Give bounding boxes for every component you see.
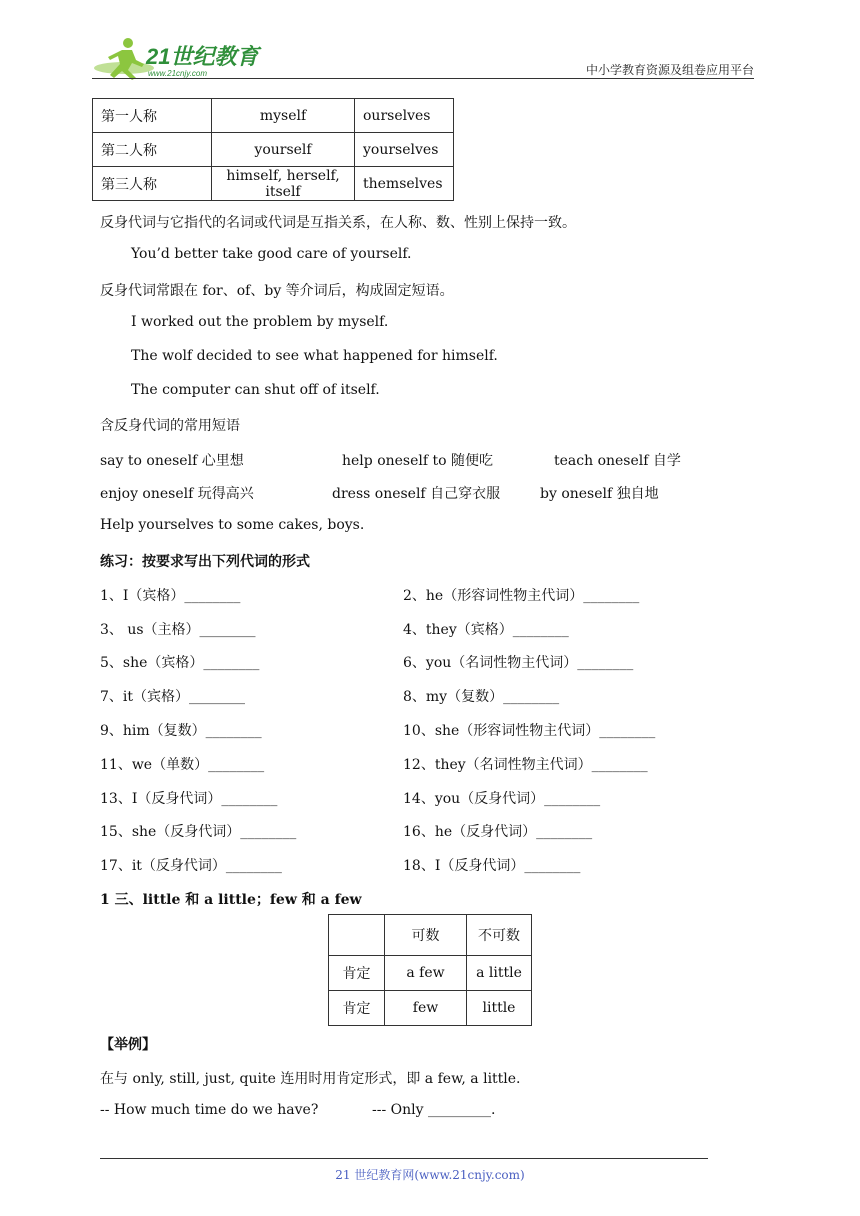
table-cell: himself, herself, itself — [212, 167, 355, 201]
rule-agreement: 反身代词与它指代的名词或代词是互指关系，在人称、数、性别上保持一致。 — [100, 215, 576, 231]
dialog-answer: --- Only _________. — [372, 1102, 496, 1118]
table-row — [93, 167, 454, 201]
usage-rule: 在与 only, still, just, quite 连用时用肯定形式，即 a few, a little. — [100, 1071, 521, 1087]
exercise-item: 16、he（反身代词）________ — [403, 824, 593, 840]
svg-text:21世纪教育: 21世纪教育 — [146, 44, 259, 69]
phrase-item: say to oneself 心里想 — [100, 453, 244, 469]
reflexive-pronoun-table — [92, 98, 454, 201]
exercise-item: 5、she（宾格）________ — [100, 655, 260, 671]
exercise-item: 11、we（单数）________ — [100, 757, 265, 773]
few-little-table — [328, 914, 532, 1026]
phrase-item: dress oneself 自己穿衣服 — [332, 486, 501, 502]
table-cell: 第三人称 — [93, 167, 212, 201]
phrase-item: help oneself to 随便吃 — [342, 453, 494, 469]
table-cell: little — [467, 991, 532, 1026]
exercise-item: 7、it（宾格）________ — [100, 689, 246, 705]
phrases-title: 含反身代词的常用短语 — [100, 418, 240, 434]
exercise-item: 10、she（形容词性物主代词）________ — [403, 723, 656, 739]
exercise-item: 3、 us（主格）________ — [100, 622, 256, 638]
table-cell: yourself — [212, 133, 355, 167]
exercise-item: 8、my（复数）________ — [403, 689, 560, 705]
header-platform-name: 中小学教育资源及组卷应用平台 — [585, 63, 754, 77]
exercise-item: 12、they（名词性物主代词）________ — [403, 757, 648, 773]
dialog-question: -- How much time do we have? — [100, 1102, 319, 1118]
table-cell: ourselves — [355, 99, 454, 133]
footer-text: 21 世纪教育网(www.21cnjy.com) — [335, 1168, 525, 1182]
table-cell: 肯定 — [329, 991, 385, 1026]
table-cell: 不可数 — [467, 915, 532, 956]
table-cell: myself — [212, 99, 355, 133]
header-divider — [92, 78, 754, 79]
rule-prepositions: 反身代词常跟在 for、of、by 等介词后，构成固定短语。 — [100, 283, 454, 299]
table-cell: few — [385, 991, 467, 1026]
exercise-item: 6、you（名词性物主代词）________ — [403, 655, 634, 671]
exercise-item: 14、you（反身代词）________ — [403, 791, 601, 807]
example-sentence: The wolf decided to see what happened for himself. — [131, 348, 498, 364]
exercise-item: 9、him（复数）________ — [100, 723, 262, 739]
table-cell — [329, 915, 385, 956]
example-sentence: Help yourselves to some cakes, boys. — [100, 517, 365, 533]
example-label: 【举例】 — [100, 1037, 156, 1053]
table-cell: 可数 — [385, 915, 467, 956]
table-cell: a few — [385, 956, 467, 991]
table-row — [329, 956, 532, 991]
exercise-item: 17、it（反身代词）________ — [100, 858, 282, 874]
svg-text:www.21cnjy.com: www.21cnjy.com — [148, 69, 207, 78]
phrase-item: enjoy oneself 玩得高兴 — [100, 486, 254, 502]
example-sentence: The computer can shut off of itself. — [131, 382, 380, 398]
section-title: 1 三、little 和 a little；few 和 a few — [100, 892, 362, 908]
exercise-item: 2、he（形容词性物主代词）________ — [403, 588, 640, 604]
example-sentence: I worked out the problem by myself. — [131, 314, 389, 330]
table-cell: 第二人称 — [93, 133, 212, 167]
example-sentence: You’d better take good care of yourself. — [131, 246, 412, 262]
exercise-title: 练习：按要求写出下列代词的形式 — [100, 554, 310, 570]
table-cell: a little — [467, 956, 532, 991]
table-row — [329, 915, 532, 956]
exercise-item: 4、they（宾格）________ — [403, 622, 569, 638]
table-cell: yourselves — [355, 133, 454, 167]
exercise-item: 13、I（反身代词）________ — [100, 791, 278, 807]
table-cell: 肯定 — [329, 956, 385, 991]
table-row — [329, 991, 532, 1026]
table-row — [93, 99, 454, 133]
exercise-item: 1、I（宾格）________ — [100, 588, 241, 604]
table-row — [93, 133, 454, 167]
runner-logo-icon — [92, 34, 262, 82]
table-cell: 第一人称 — [93, 99, 212, 133]
table-cell: themselves — [355, 167, 454, 201]
exercise-item: 15、she（反身代词）________ — [100, 824, 297, 840]
footer-divider — [100, 1158, 708, 1159]
exercise-item: 18、I（反身代词）________ — [403, 858, 581, 874]
logo — [92, 34, 262, 82]
phrase-item: by oneself 独自地 — [540, 486, 659, 502]
phrase-item: teach oneself 自学 — [554, 453, 681, 469]
